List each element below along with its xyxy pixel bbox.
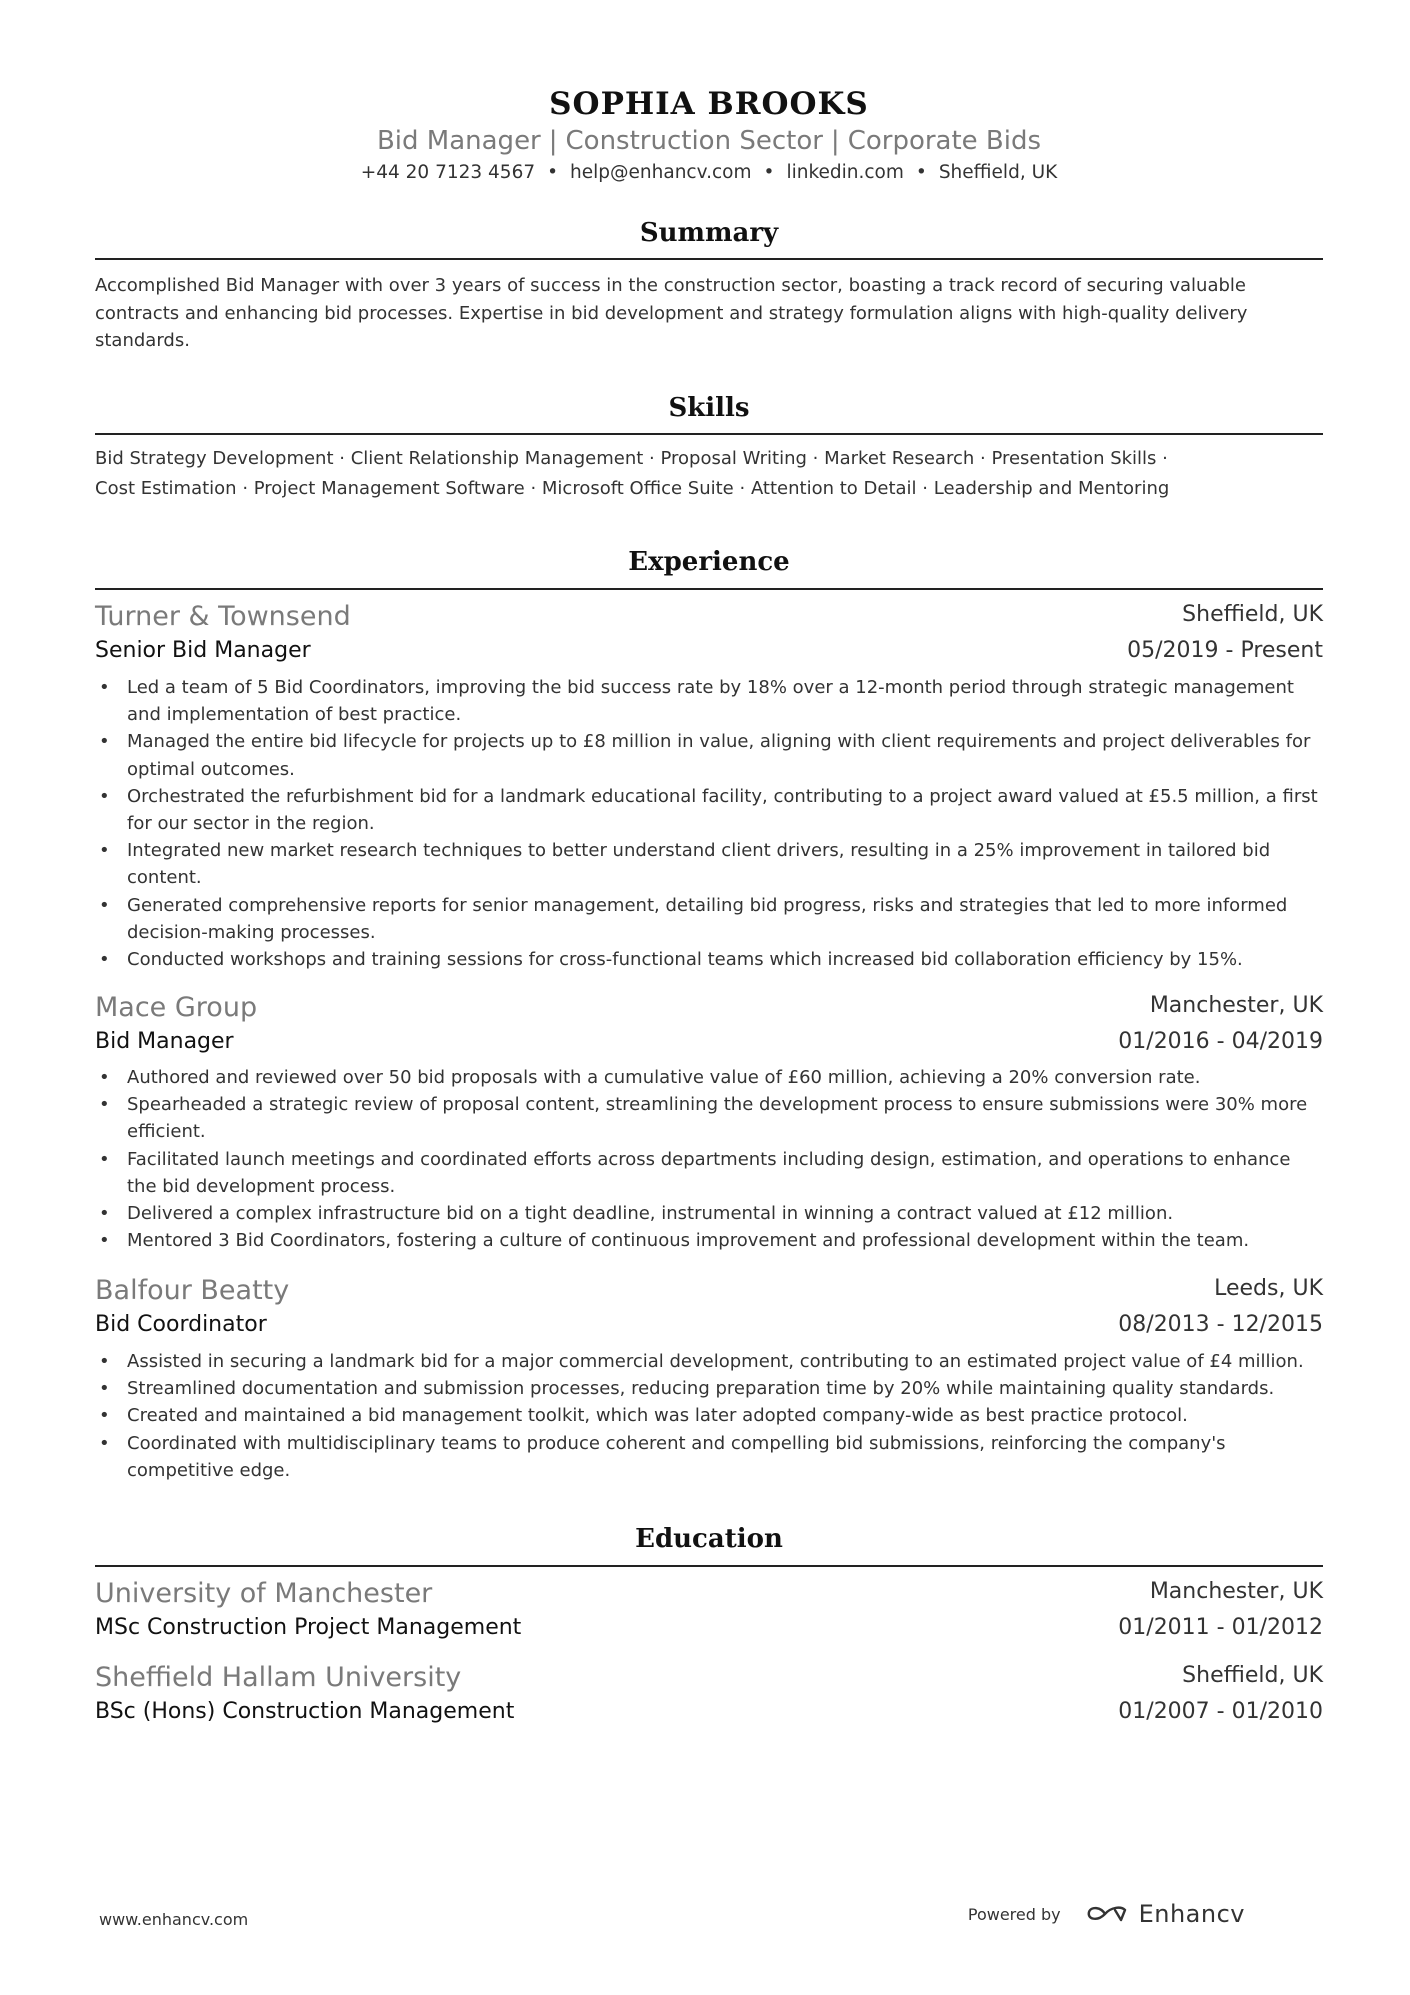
education-dates: 01/2011 - 01/2012 xyxy=(1118,1615,1323,1640)
skill-item: Cost Estimation xyxy=(95,478,237,499)
list-item: • Authored and reviewed over 50 bid proposals with a cumulative value of £60 million, achieving a 20% conversion rate. xyxy=(95,1064,1323,1091)
job-title: Bid Coordinator xyxy=(95,1312,267,1337)
job-bullets xyxy=(95,1348,1323,1484)
job-dates: 05/2019 - Present xyxy=(1127,638,1323,663)
skill-item: Microsoft Office Suite xyxy=(541,478,734,499)
school-location: Sheffield, UK xyxy=(1182,1663,1323,1688)
headline xyxy=(95,126,1323,156)
section-divider xyxy=(95,588,1323,590)
list-item: • Delivered a complex infrastructure bid on a tight deadline, instrumental in winning a contract valued at £12 million. xyxy=(95,1200,1323,1227)
email-link[interactable]: help@enhancv.com xyxy=(570,162,752,183)
school-name: Sheffield Hallam University xyxy=(95,1662,462,1693)
list-item: • Created and maintained a bid management toolkit, which was later adopted company-wide as best practice protocol. xyxy=(95,1402,1323,1429)
brand-logo[interactable] xyxy=(1085,1900,1245,1928)
section-divider xyxy=(95,258,1323,260)
separator: | xyxy=(548,126,558,156)
degree: BSc (Hons) Construction Management xyxy=(95,1699,515,1724)
list-item: • Assisted in securing a landmark bid for a major commercial development, contributing to an estimated project value of £4 million. xyxy=(95,1348,1323,1375)
list-item: • Facilitated launch meetings and coordinated efforts across departments including design, estimation, and operations to enhance the bid development process. xyxy=(95,1146,1323,1200)
headline-item: Construction Sector xyxy=(565,126,823,156)
footer-website-link[interactable]: www.enhancv.com xyxy=(99,1910,249,1929)
list-item: • Mentored 3 Bid Coordinators, fostering a culture of continuous improvement and professional development within the team. xyxy=(95,1227,1323,1254)
job-location: Leeds, UK xyxy=(1214,1276,1323,1301)
separator: | xyxy=(830,126,840,156)
job-bullets xyxy=(95,1064,1323,1254)
job-dates: 08/2013 - 12/2015 xyxy=(1118,1312,1323,1337)
enhancv-logo-icon xyxy=(1085,1902,1131,1926)
job-location: Sheffield, UK xyxy=(1182,602,1323,627)
list-item: • Orchestrated the refurbishment bid for a landmark educational facility, contributing to a project award valued at £5.5 million, a first for our sector in the region. xyxy=(95,783,1323,837)
job-dates: 01/2016 - 04/2019 xyxy=(1118,1029,1323,1054)
list-item: • Managed the entire bid lifecycle for projects up to £8 million in value, aligning with client requirements and project deliverables for optimal outcomes. xyxy=(95,728,1323,782)
school-name: University of Manchester xyxy=(95,1578,433,1609)
linkedin-link[interactable]: linkedin.com xyxy=(786,162,904,183)
bullet-separator: • xyxy=(763,162,775,183)
summary-heading: Summary xyxy=(639,218,779,248)
company-name: Turner & Townsend xyxy=(95,601,351,632)
list-item: • Spearheaded a strategic review of proposal content, streamlining the development process to ensure submissions were 30% more efficient. xyxy=(95,1091,1323,1145)
candidate-name: SOPHIA BROOKS xyxy=(549,86,869,122)
skill-item: Market Research xyxy=(824,448,975,469)
job-location: Manchester, UK xyxy=(1149,993,1323,1018)
bullet-separator: • xyxy=(915,162,927,183)
skill-item: Client Relationship Management xyxy=(350,448,644,469)
list-item: • Conducted workshops and training sessions for cross-functional teams which increased bid collaboration efficiency by 15%. xyxy=(95,946,1323,973)
brand-name: Enhancv xyxy=(1138,1900,1245,1928)
job-title: Bid Manager xyxy=(95,1029,234,1054)
phone: +44 20 7123 4567 xyxy=(360,162,536,183)
company-name: Mace Group xyxy=(95,992,258,1023)
list-item: • Integrated new market research techniques to better understand client drivers, resulting in a 25% improvement in tailored bid content. xyxy=(95,837,1323,891)
skills-heading: Skills xyxy=(668,393,750,423)
skill-item: Attention to Detail xyxy=(750,478,917,499)
contact-line xyxy=(95,162,1323,183)
list-item: • Streamlined documentation and submission processes, reducing preparation time by 20% while maintaining quality standards. xyxy=(95,1375,1323,1402)
footer-branding xyxy=(968,1900,1245,1928)
list-item: • Generated comprehensive reports for senior management, detailing bid progress, risks and strategies that led to more informed decision-making processes. xyxy=(95,892,1323,946)
headline-item: Corporate Bids xyxy=(847,126,1042,156)
skills-list: Bid Strategy Development · Client Relationship Management · Proposal Writing · Market Research · Presentation Skills · Cost Estimation · Project Management Software · Microsoft Office Suite · Attention to Detail · Leadership and Mentoring xyxy=(95,448,1170,499)
skill-item: Presentation Skills xyxy=(991,448,1157,469)
list-item: • Coordinated with multidisciplinary teams to produce coherent and compelling bid submissions, reinforcing the company's competitive edge. xyxy=(95,1430,1323,1484)
summary-text: Accomplished Bid Manager with over 3 years of success in the construction sector, boasting a track record of securing valuable contracts and enhancing bid processes. Expertise in bid development and strategy formulation aligns with high-quality delivery standards. xyxy=(95,275,1248,351)
company-name: Balfour Beatty xyxy=(95,1275,290,1306)
school-location: Manchester, UK xyxy=(1149,1579,1323,1604)
section-divider xyxy=(95,1565,1323,1567)
list-item: • Led a team of 5 Bid Coordinators, improving the bid success rate by 18% over a 12-month period through strategic management and implementation of best practice. xyxy=(95,674,1323,728)
education-dates: 01/2007 - 01/2010 xyxy=(1118,1699,1323,1724)
skill-item: Bid Strategy Development xyxy=(95,448,334,469)
skill-item: Project Management Software xyxy=(253,478,525,499)
job-bullets xyxy=(95,674,1323,973)
skill-item: Leadership and Mentoring xyxy=(933,478,1170,499)
bullet-separator: • xyxy=(547,162,559,183)
job-title: Senior Bid Manager xyxy=(95,638,311,663)
headline-item: Bid Manager xyxy=(376,126,541,156)
section-divider xyxy=(95,433,1323,435)
degree: MSc Construction Project Management xyxy=(95,1615,522,1640)
location: Sheffield, UK xyxy=(938,162,1058,183)
skill-item: Proposal Writing xyxy=(660,448,807,469)
education-heading: Education xyxy=(635,1524,783,1554)
powered-by-label: Powered by xyxy=(967,1904,1061,1924)
experience-heading: Experience xyxy=(628,547,790,577)
